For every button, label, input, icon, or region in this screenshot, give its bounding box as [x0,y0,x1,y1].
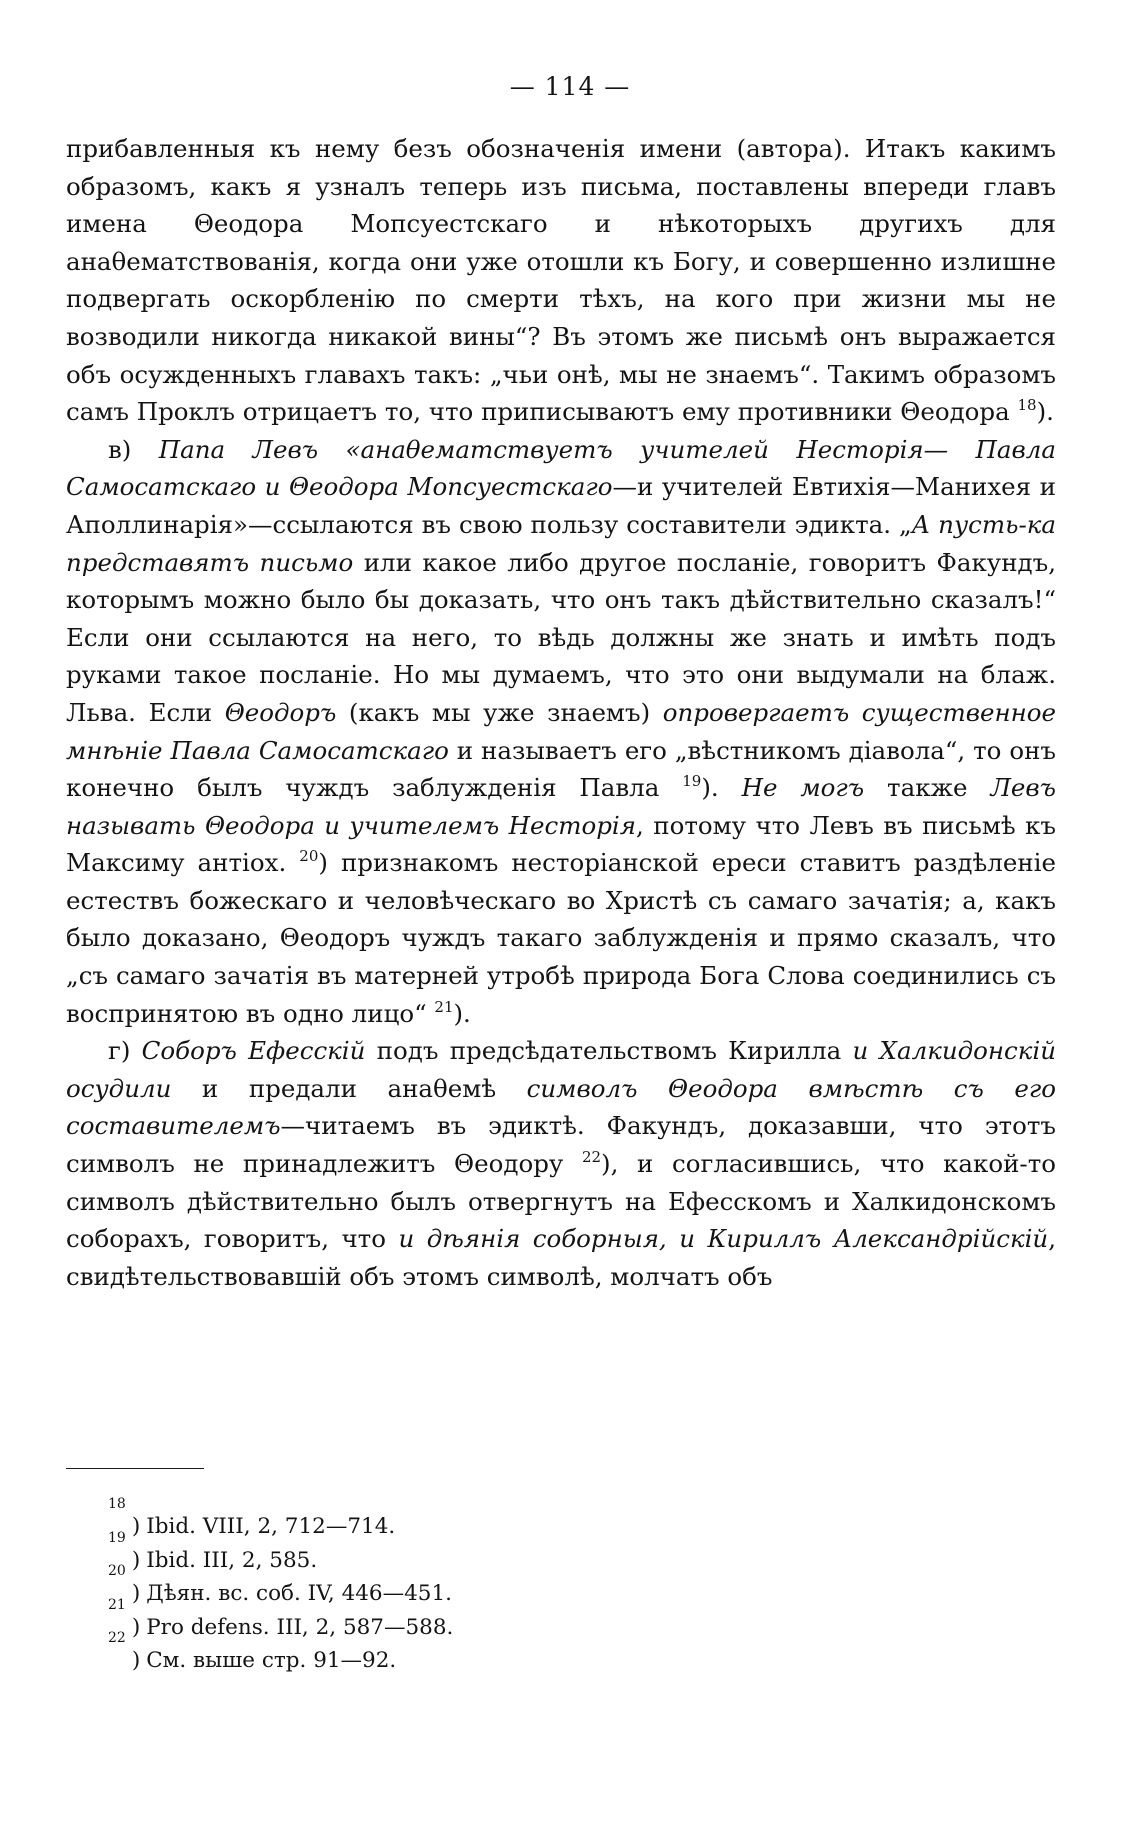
text-run: ) признакомъ несторіанской ереси ставитъ раздѣленіе естествъ божескаго и человѣческаго во Христѣ съ самаго зачатія; а, какъ было доказано, Θеодоръ чуждъ такаго заблужденія и прямо сказалъ, что „съ самаго зачатія въ матерней утробѣ природа Бога Слова соединились съ воспринятою въ одно лицо“ [66,848,1056,1028]
text-run: прибавленныя къ нему безъ обозначенія имени (автора). Итакъ какимъ образомъ, какъ я узналъ теперь изъ письма, поставлены впереди главъ имена Θеодора Мопсуестскаго и нѣкоторыхъ другихъ для анаθематствованія, когда они уже отошли къ Богу, и совершенно излишне подвергать оскорбленію по смерти тѣхъ, на кого при жизни мы не возводили никогда никакой вины“? Въ этомъ же письмѣ онъ выражается объ осужденныхъ главахъ такъ: „чьи онѣ, мы не знаемъ“. Такимъ образомъ самъ Проклъ отрицаетъ то, что приписываютъ ему противники Θеодора [66,134,1056,427]
paragraph-ephesus-council [66,1032,1056,1295]
footnote-number: 18 [108,1496,126,1512]
footnote-ref: 18 [1017,396,1037,415]
footnote-number: 22 [108,1630,126,1646]
footnote-ref: 22 [581,1148,602,1167]
footnote-text: Ibid. III, 2, 585. [146,1547,318,1573]
footnote-20 [108,1563,908,1611]
italic-phrase: Не могъ [741,773,865,803]
footnote-21 [108,1596,908,1645]
footnote-paren: ) [131,1581,141,1606]
footnotes [108,1496,908,1678]
text-run: (какъ мы уже знаемъ) [336,697,663,727]
text-run: —читаемъ въ эдиктѣ. Факундъ, доказавши, что этотъ символъ не принадлежитъ Θеодору [66,1111,1056,1179]
main-text [66,130,1056,1295]
italic-phrase: Θеодоръ [224,697,337,727]
footnote-paren: ) [131,1614,141,1640]
italic-phrase: А пусть-ка представятъ письмо [66,509,1056,577]
italic-phrase: опровергаетъ существенное мнѣніе Павла Самосатскаго [66,697,1057,765]
page-number: — 114 — [509,72,631,101]
paragraph-pope-leo [66,431,1056,1033]
footnote-ref: 20 [299,847,319,866]
paragraph-proclus [66,130,1056,431]
text-run: , свидѣтельствовавшій объ этомъ символѣ, молчатъ объ [66,1224,1056,1291]
footnote-paren: ) [131,1547,141,1573]
text-run: ). [701,773,742,803]
text-run: также [864,773,991,803]
text-run: —и учителей Евтихія—Манихея и Аполлинарія»—ссылаются въ свою пользу составители эдикта. „ [66,472,1056,539]
footnote-number: 21 [108,1596,126,1613]
footnote-ref: 21 [434,997,454,1016]
footnote-text: См. выше стр. 91—92. [146,1648,397,1673]
footnote-text: Ibid. VIII, 2, 712—714. [146,1514,396,1539]
footnote-text: Pro defens. III, 2, 587—588. [146,1614,454,1640]
italic-phrase: и дѣянія соборныя, и Кириллъ Александрійскій [398,1224,1049,1254]
text-run: подъ предсѣдательствомъ Кирилла [365,1036,853,1066]
footnote-number: 20 [108,1563,126,1579]
footnote-18 [108,1496,908,1544]
italic-phrase: Соборъ Ефесскій [141,1036,366,1066]
footnote-22 [108,1630,908,1678]
footnote-text: Дѣян. вс. соб. IV, 446—451. [146,1581,452,1606]
text-run: ). [1036,397,1054,427]
footnote-19 [108,1529,908,1578]
footnote-paren: ) [131,1648,141,1673]
footnote-divider [66,1468,204,1469]
text-run: , потому что Левъ въ письмѣ къ Максиму антіох. [66,810,1056,878]
text-run: и называетъ его „вѣстникомъ діавола“, то онъ конечно былъ чуждъ заблужденія Павла [66,735,1056,803]
italic-phrase: и Халкидонскій осудили [66,1036,1056,1103]
text-run: ). [453,998,471,1028]
italic-phrase: Левъ называть Θеодора и учителемъ Несторія [66,773,1056,840]
footnote-paren: ) [131,1514,141,1539]
italic-phrase: Папа Левъ «анаθематствуетъ учителей Несторія— Павла Самосатскаго и Θеодора Мопсуестскаго [66,434,1056,502]
italic-phrase: символъ Θеодора вмѣстѣ съ его составителемъ [66,1073,1057,1141]
text-run: или какое либо другое посланіе, говоритъ Факундъ, которымъ можно было бы доказать, что онъ такъ дѣйствительно сказалъ!“ Если они ссылаются на него, то вѣдь должны же знать и имѣть подъ руками такое посланіе. Но мы думаемъ, что это они выдумали на блаж. Льва. Если [66,547,1056,727]
text-run: и предали анаθемѣ [171,1073,527,1103]
text-run: в) [108,434,159,464]
text-run: ), и согласившись, что какой-то символъ дѣйствительно былъ отвергнутъ на Ефесскомъ и Халкидонскомъ соборахъ, говоритъ, что [66,1149,1056,1254]
text-run: г) [108,1036,142,1066]
footnote-ref: 19 [682,772,702,791]
footnote-number: 19 [108,1529,126,1546]
